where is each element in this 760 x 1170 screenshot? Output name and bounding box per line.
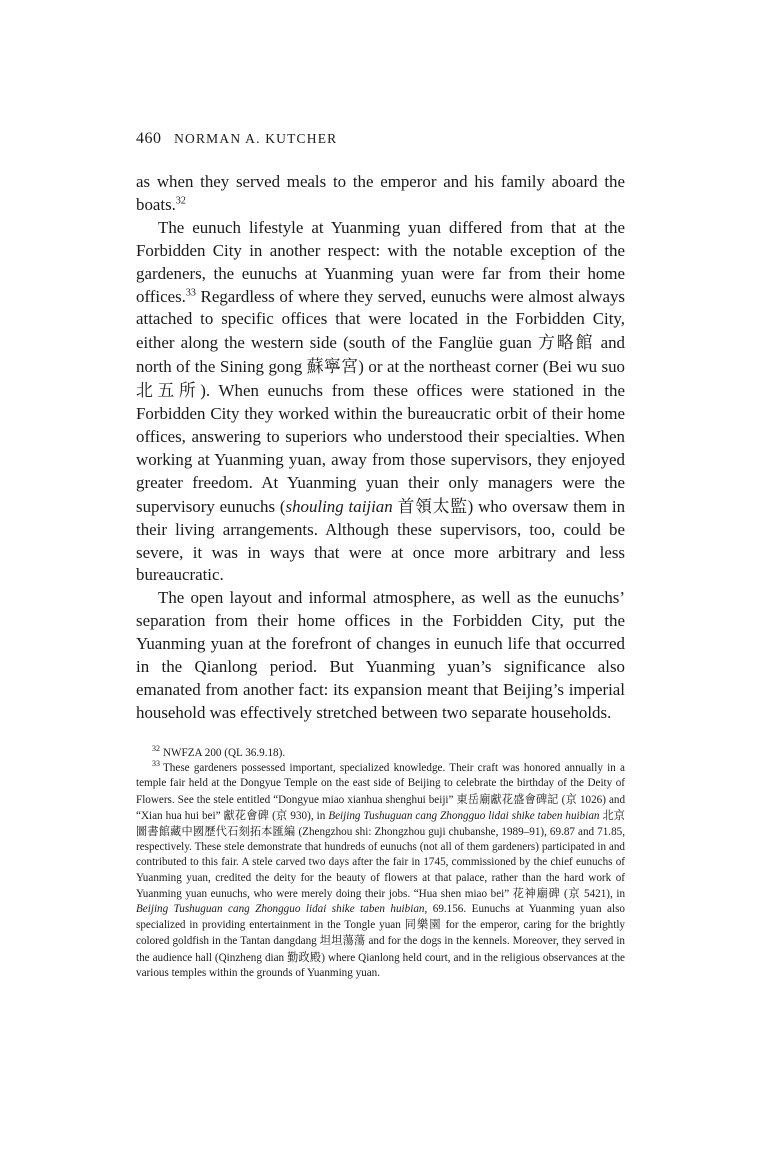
footnote-ref-32[interactable]: 32 (175, 195, 186, 207)
chinese-text: 坦坦蕩蕩 (319, 934, 366, 948)
paragraph-1: as when they served meals to the emperor and his family aboard the boats.$^{32}$ (136, 172, 625, 214)
chinese-text: 蘇寧宮 (306, 356, 359, 377)
chinese-text: 京 (275, 808, 288, 822)
italic-title: Beijing Tushuguan cang Zhongguo lidai shike taben huibian (136, 903, 425, 916)
chinese-text: 首領太監 (397, 495, 468, 516)
footnote-32: $^{32}$ NWFZA 200 (QL 36.9.18). (152, 744, 286, 759)
footnotes (136, 746, 625, 981)
chinese-text: 京 (567, 886, 581, 900)
footnote-number: 32 (152, 744, 160, 754)
chinese-text: 京 (565, 792, 577, 806)
italic-title: Beijing Tushuguan cang Zhongguo lidai shike taben huibian (328, 809, 600, 822)
chinese-text: 北五所 (136, 380, 201, 401)
chinese-text: 東岳廟獻花盛會碑記 (456, 792, 559, 806)
italic-term: shouling taijian (285, 496, 393, 516)
footnote-33: $^{33}$ These gardeners possessed important, specialized knowledge. Their craft was honored annually in a temple fair held at the Dongyue Temple on the east side of Beijing to celebrate the birthday of the Deity of Flowers. See the stele entitled “Dongyue miao xianhua shenghui beiji” 東岳廟獻花盛會碑記 (京 1026) and “Xian hua hui bei” 獻花會碑 (京 930), in Beijing Tushuguan cang Zhongguo lidai shike taben huibian 北京圖書館藏中國歷代石刻拓本匯編 (Zhengzhou shi: Zhongzhou guji chubanshe, 1989–91), 69.87 and 71.85, respectively. These stele demonstrate that hundreds of eunuchs (not all of them gardeners) participated in and contributed to this fair. A stele carved two days after the fair in 1745, commissioned by the chief eunuchs of Yuanming yuan, credited the deity for the beauty of flowers at that palace, rather than the hard work of Yuanming yuan eunuchs, who were merely doing their jobs. “Hua shen miao bei” 花神廟碑 (京 5421), in Beijing Tushuguan cang Zhongguo lidai shike taben huibian, 69.156. Eunuchs at Yuanming yuan also specialized in providing entertainment in the Tongle yuan 同樂園 for the emperor, caring for the brightly colored goldfish in the Tantan dangdang 坦坦蕩蕩 and for the dogs in the kennels. Moreover, they served in the audience hall (Qinzheng dian 勤政殿) where Qianlong held court, and in the religious observances at the various temples within the grounds of Yuanming yuan. (136, 759, 626, 979)
chinese-text: 獻花會碑 (223, 808, 270, 822)
page-number: 460 (136, 130, 162, 147)
footnote-number: 33 (152, 759, 160, 769)
author-name: NORMAN A. KUTCHER (174, 131, 338, 146)
main-text (136, 171, 625, 725)
chinese-text: 花神廟碑 (512, 886, 561, 900)
paragraph-2: The eunuch lifestyle at Yuanming yuan differed from that at the Forbidden City in another respect: with the notable exception of the gardeners, the eunuchs at Yuanming yuan were far from their home offices.$^{33}$ Regardless of where they served, eunuchs were almost always attached to specific offices that were located in the Forbidden City, either along the western side (south of the Fanglüe guan 方略館 and north of the Sining gong 蘇寧宮) or at the northeast corner (Bei wu suo 北五所). When eunuchs from these offices were stationed in the Forbidden City they worked within the bureaucratic orbit of their home offices, answering to superiors who understood their specialties. When working at Yuanming yuan, away from those supervisors, they enjoyed greater freedom. At Yuanming yuan their only managers were the supervisory eunuchs (shouling taijian 首領太監) who oversaw them in their living arrangements. Although these supervisors, too, could be severe, it was in ways that were at once more arbitrary and less bureaucratic. (136, 217, 626, 585)
chinese-text: 方略館 (538, 332, 595, 353)
chinese-text: 同樂園 (404, 918, 442, 932)
footnote-ref-33[interactable]: 33 (185, 286, 196, 298)
running-head (136, 130, 337, 148)
paragraph-3: The open layout and informal atmosphere, as well as the eunuchs’ separation from their home offices in the Forbidden City, put the Yuanming yuan at the forefront of changes in eunuch life that occurred in the Qianlong period. But Yuanming yuan’s significance also emanated from another fact: its expansion meant that Beijing’s imperial household was effectively stretched between two separate households. (136, 588, 625, 722)
chinese-text: 北京圖書館藏中國歷代石刻拓本匯編 (136, 808, 626, 839)
chinese-text: 勤政殿 (287, 950, 322, 964)
